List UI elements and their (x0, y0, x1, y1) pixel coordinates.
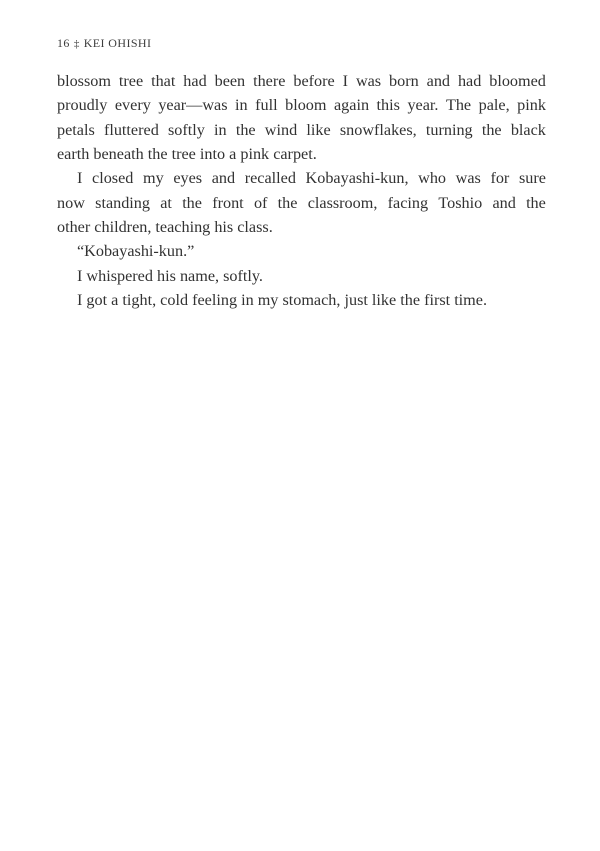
text-line: “Kobayashi-kun.” (77, 242, 195, 261)
running-header-author: KEI OHISHI (83, 36, 152, 50)
text-line: I whispered his name, softly. (77, 266, 263, 285)
word: recalled (244, 169, 296, 188)
word: facing (387, 193, 429, 212)
word: snowflakes, (339, 120, 417, 139)
word: in (214, 120, 227, 139)
word: had (183, 72, 207, 90)
text-line (57, 166, 546, 190)
page-number: 16 (57, 36, 70, 50)
word: I (77, 169, 83, 188)
word: I (342, 72, 349, 90)
word: Toshio (438, 193, 483, 212)
word: The (445, 96, 472, 115)
text-line: other children, teaching his class. (57, 218, 273, 237)
word: Kobayashi-kun, (305, 169, 409, 188)
word: black (510, 120, 546, 139)
word: been (214, 72, 246, 90)
word: wind (264, 120, 298, 139)
word: every (114, 96, 151, 115)
body-text (57, 69, 546, 312)
running-header (57, 36, 151, 51)
word: blossom (57, 72, 111, 90)
word: softly (167, 120, 205, 139)
word: born (389, 72, 419, 90)
word: and (426, 72, 451, 90)
word: standing (95, 193, 150, 212)
word: year. (407, 96, 439, 115)
word: turning (425, 120, 473, 139)
text-line: I got a tight, cold feeling in my stomach, just like the first time. (77, 291, 488, 310)
double-dagger-separator: ‡ (73, 38, 80, 50)
word: eyes (173, 169, 203, 188)
word: fluttered (103, 120, 159, 139)
word: bloom (285, 96, 327, 115)
text-line: earth beneath the tree into a pink carpet. (57, 145, 317, 164)
word: tree (118, 72, 144, 90)
word: now (57, 193, 85, 212)
word: of (253, 193, 268, 212)
word: who (418, 169, 447, 188)
word: petals (57, 120, 95, 139)
word: bloomed (489, 72, 546, 90)
word: the (182, 193, 202, 212)
text-line (57, 93, 546, 117)
word: in (235, 96, 248, 115)
word: was (355, 72, 382, 90)
word: like (306, 120, 331, 139)
word: the (235, 120, 256, 139)
word: was (455, 169, 481, 188)
word: the (481, 120, 502, 139)
word: classroom, (307, 193, 378, 212)
word: closed (92, 169, 134, 188)
word: full (255, 96, 278, 115)
word: had (457, 72, 482, 90)
word: pale, (478, 96, 510, 115)
word: sure (518, 169, 546, 188)
word: proudly (57, 96, 108, 115)
word: front (212, 193, 244, 212)
word: there (253, 72, 286, 90)
word: the (526, 193, 546, 212)
text-line (57, 69, 546, 93)
word: year—was (158, 96, 228, 115)
word: my (143, 169, 164, 188)
text-line (57, 118, 546, 142)
word: pink (517, 96, 546, 115)
word: that (151, 72, 176, 90)
text-line (57, 191, 546, 215)
word: and (211, 169, 236, 188)
word: and (492, 193, 516, 212)
word: at (160, 193, 172, 212)
word: this (376, 96, 400, 115)
word: the (277, 193, 298, 212)
word: again (333, 96, 370, 115)
word: for (490, 169, 510, 188)
word: before (293, 72, 335, 90)
